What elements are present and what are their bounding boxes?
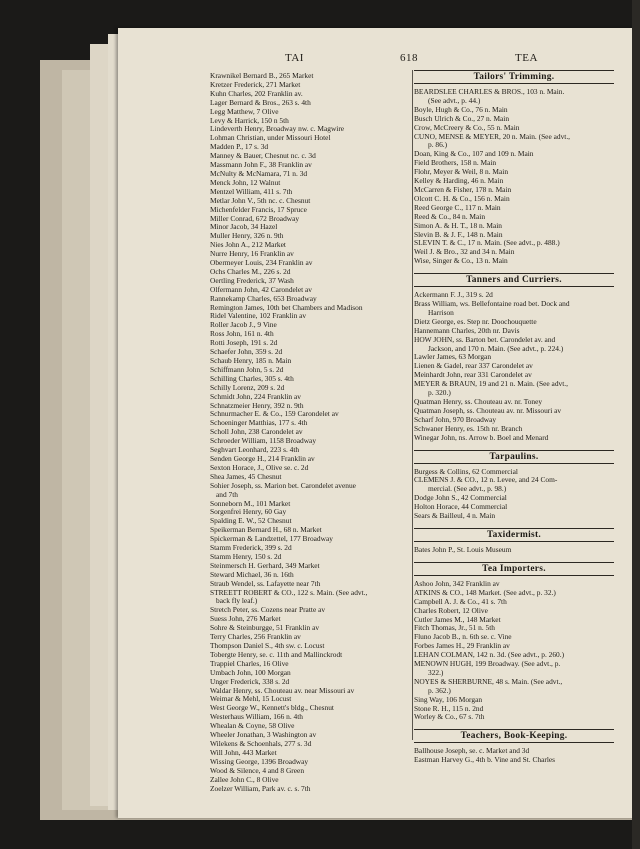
listing-entry: Schmidt John, 224 Franklin av <box>210 392 301 401</box>
listing-entry: Krawnikel Bernard B., 265 Market <box>210 72 314 80</box>
listing-entry: Stamm Henry, 150 s. 2d <box>210 552 282 561</box>
section-heading: Tea Importers. <box>414 562 614 576</box>
listing-entry: Eastman Harvey G., 4th b. Vine and St. Charles <box>414 756 556 765</box>
listing-entry: Whealan & Coyne, 58 Olive <box>210 722 295 731</box>
listing-entry: Wissing George, 1396 Broadway <box>210 757 309 766</box>
section-gap <box>414 555 614 559</box>
listing-entry: HOW JOHN, ss. Barton bet. Carondelet av. and <box>414 335 556 344</box>
listing-entry: Weil J. & Bro., 32 and 34 n. Main <box>414 248 515 257</box>
listing-entry: Simon A. & H. T., 18 n. Main <box>414 221 503 230</box>
listing-entry: Schroeder William, 1158 Broadway <box>210 437 317 446</box>
right-column <box>414 68 614 769</box>
listing-entry: Sing Way, 106 Morgan <box>414 695 483 704</box>
listing-entry: Harrison <box>428 308 454 317</box>
listing-entry: Holton Horace, 44 Commercial <box>414 503 508 512</box>
listing-entry: Jackson, and 170 n. Main. (See advt., p. 224.) <box>428 344 564 353</box>
listing-entry: p. 320.) <box>428 389 451 398</box>
listing-entry: Suess John, 276 Market <box>210 615 281 624</box>
listing-entry: Sohre & Steinburgge, 51 Franklin av <box>210 624 320 633</box>
listing-entry: Oertling Frederick, 37 Wash <box>210 276 294 285</box>
listing-entry: Sonneborn M., 101 Market <box>210 499 291 508</box>
listing-entry: back fly leaf.) <box>216 597 258 606</box>
listing-entry: Michenfelder Francis, 17 Spruce <box>210 205 307 214</box>
listing-entry: Lindeverth Henry, Broadway nw. c. Magwire <box>210 125 345 134</box>
section-gap <box>414 266 614 270</box>
listing-entry: Miller Conrad, 672 Broadway <box>210 214 300 223</box>
listing-entry: Minor Jacob, 34 Hazel <box>210 223 278 232</box>
listing-entry: Ackermann F. J., 319 s. 2d <box>414 291 493 300</box>
listing-entry: Senden George H., 214 Franklin av <box>210 454 315 463</box>
listing-entry: Seghvart Leonhard, 223 s. 4th <box>210 446 300 455</box>
listing-entry: Schwaner Henry, es. 15th nr. Branch <box>414 424 523 433</box>
listing-entry: Spickerman & Landzettel, 177 Broadway <box>210 535 333 544</box>
listing-entry: Tobergte Henry, se. c. 11th and Mallinckrodt <box>210 650 343 659</box>
listing-entry: Crow, McCreery & Co., 55 n. Main <box>414 123 520 132</box>
page-number: 618 <box>400 52 418 64</box>
listing-entry: CUNO, MENSE & MEYER, 20 n. Main. (See advt., <box>414 132 571 141</box>
listing-entry: Sears & Bailleul, 4 n. Main <box>414 512 496 521</box>
listing-entry: Slevin B. & J. F., 148 n. Main <box>414 230 503 239</box>
listing-entry: Lienen & Gadel, rear 337 Carondelet av <box>414 362 533 371</box>
listing-entry: Roller Jacob J., 9 Vine <box>210 321 277 330</box>
listing-entry: Scholl John, 238 Carondelet av <box>210 428 303 437</box>
listing-entry: Burgess & Collins, 62 Commercial <box>414 467 518 476</box>
listing-entry: Busch Ulrich & Co., 27 n. Main <box>414 114 510 123</box>
listing-entry: Weimar & Mehl, 15 Locust <box>210 695 292 704</box>
listing-entry: Ross John, 161 n. 4th <box>210 330 274 339</box>
listing-entry: Massmann John F., 38 Franklin av <box>210 161 312 170</box>
listing-entry: Fluno Jacob B., n. 6th se. c. Vine <box>414 633 512 642</box>
listing-entry: Bates John P., St. Louis Museum <box>414 545 512 554</box>
listing-entry: Trappiel Charles, 16 Olive <box>210 659 289 668</box>
listing-entry: Madden P., 17 s. 3d <box>210 143 269 152</box>
section-heading: Taxidermist. <box>414 528 614 542</box>
listing-entry: Muller Henry, 326 n. 9th <box>210 232 284 241</box>
left-column <box>210 72 410 793</box>
listing-entry: Lohman Christian, under Missouri Hotel <box>210 134 331 143</box>
listing-entry: Schaub Henry, 185 n. Main <box>210 357 292 365</box>
listing-entry: Flohr, Meyer & Weil, 8 n. Main <box>414 168 509 177</box>
section-gap <box>414 722 614 726</box>
listing-entry: Kelley & Harding, 46 n. Main <box>414 177 504 186</box>
listing-entry: Waldar Henry, ss. Chouteau av. near Missouri av <box>210 686 355 695</box>
listing-entry: Zallee John C., 8 Olive <box>210 775 279 784</box>
listing-entry: Cutler James M., 148 Market <box>414 615 501 624</box>
listing-entry: Will John, 443 Market <box>210 748 277 757</box>
listing-entry: Spalding E. W., 52 Chesnut <box>210 517 292 526</box>
listing-entry: Dietz George, es. Step nr. Doochouquette <box>414 317 537 326</box>
listing-entry: Worley & Co., 67 s. 7th <box>414 713 485 722</box>
listing-entry: Reed & Co., 84 n. Main <box>414 212 486 221</box>
listing-entry: Legg Matthew, 7 Olive <box>210 107 279 116</box>
listing-entry: Wise, Singer & Co., 13 n. Main <box>414 257 508 266</box>
listing-entry: LEHAN COLMAN, 142 n. 3d. (See advt., p. 260.) <box>414 651 565 660</box>
listing-entry: Steinmersch H. Gerhard, 349 Market <box>210 561 320 570</box>
listing-entry: Sohier Joseph, ss. Marion bet. Carondelet avenue <box>210 481 356 490</box>
listing-entry: Reed George C., 117 n. Main <box>414 203 501 212</box>
listing-entry: BEARDSLEE CHARLES & BROS., 103 n. Main. <box>414 88 565 96</box>
listing-entry: mercial. (See advt., p. 98.) <box>428 485 507 494</box>
listing-entry: Brass William, ws. Bellefontaine road bet. Dock and <box>414 300 570 309</box>
listing-entry: Kretzer Frederick, 271 Market <box>210 80 301 89</box>
listing-entry: Quatman Joseph, ss. Chouteau av. nr. Missouri av <box>414 406 562 415</box>
listing-entry: Quatman Henry, ss. Chouteau av. nr. Toney <box>414 398 543 406</box>
listing-entry: Straub Wendel, ss. Lafayette near 7th <box>210 579 321 588</box>
listing-entry: 322.) <box>428 668 444 677</box>
section-heading: Tailors' Trimming. <box>414 70 614 84</box>
listing-entry: Mentzel William, 411 s. 7th <box>210 187 293 196</box>
listing-entry: Schnatzmeier Henry, 392 n. 9th <box>210 401 304 410</box>
listing-entry: Ridel Valentine, 102 Franklin av <box>210 312 307 321</box>
listing-entry: Unger Frederick, 338 s. 2d <box>210 677 290 686</box>
section-gap <box>414 443 614 447</box>
listing-entry: Schaefer John, 359 s. 2d <box>210 348 283 357</box>
listing-entry: Meinhardt John, rear 331 Carondelet av <box>414 371 532 380</box>
listing-entry: Sexton Horace, J., Olive se. c. 2d <box>210 463 309 472</box>
listing-entry: Rannekamp Charles, 653 Broadway <box>210 294 317 303</box>
section-heading: Tarpaulins. <box>414 450 614 464</box>
listing-entry: Zoelzer William, Park av. c. s. 7th <box>210 784 311 793</box>
listing-entry: Levy & Harrick, 150 n 5th <box>210 116 289 125</box>
listing-entry: Steward Michael, 36 n. 16th <box>210 570 294 579</box>
listing-entry: Westerhaus William, 166 n. 4th <box>210 713 303 722</box>
listing-entry: Nurre Henry, 16 Franklin av <box>210 250 294 259</box>
section-heading: Teachers, Book-Keeping. <box>414 729 614 743</box>
listing-entry: Nies John A., 212 Market <box>210 241 286 250</box>
section-heading: Tanners and Curriers. <box>414 273 614 287</box>
section-gap <box>414 765 614 769</box>
listing-entry: Ashoo John, 342 Franklin av <box>414 579 500 588</box>
listing-entry: Metlar John V., 5th nc. c. Chesnut <box>210 196 311 205</box>
listing-entry: Wood & Silence, 4 and 8 Green <box>210 766 305 775</box>
listing-entry: and 7th <box>216 490 238 499</box>
listing-entry: Forbes James H., 29 Franklin av <box>414 642 510 651</box>
running-head-left: TAI <box>285 52 304 64</box>
listing-entry: Terry Charles, 256 Franklin av <box>210 633 301 642</box>
listing-entry: Schilly Lorenz, 209 s. 2d <box>210 383 285 392</box>
listing-entry: Shea James, 45 Chesnut <box>210 472 282 481</box>
listing-entry: Boyle, Hugh & Co., 76 n. Main <box>414 105 508 114</box>
listing-entry: Dodge John S., 42 Commercial <box>414 494 507 503</box>
listing-entry: Campbell A. J. & Co., 41 s. 7th <box>414 597 507 606</box>
listing-entry: Wilekens & Schoenhals, 277 s. 3d <box>210 739 312 748</box>
listing-entry: Schilling Charles, 305 s. 4th <box>210 374 294 383</box>
listing-entry: Olfermann John, 42 Carondelet av <box>210 285 313 294</box>
listing-entry: ATKINS & CO., 148 Market. (See advt., p. 32.) <box>414 588 556 597</box>
listing-entry: McNulty & McNamara, 71 n. 3d <box>210 169 308 178</box>
listing-entry: NOYES & SHERBURNE, 48 s. Main. (See advt., <box>414 677 563 686</box>
listing-entry: Menck John, 12 Walnut <box>210 178 281 187</box>
listing-entry: Doan, King & Co., 107 and 109 n. Main <box>414 150 534 159</box>
listing-entry: Ochs Charles M., 226 s. 2d <box>210 267 291 276</box>
listing-entry: Ballhouse Joseph, se. c. Market and 3d <box>414 747 530 756</box>
listing-entry: Charles Robert, 12 Olive <box>414 606 488 615</box>
listing-entry: Hannemann Charles, 20th nr. Davis <box>414 326 520 335</box>
listing-entry: STREETT ROBERT & CO., 122 s. Main. (See advt., <box>210 588 368 597</box>
listing-entry: Fitch Thomas, Jr., 51 n. 5th <box>414 624 495 633</box>
listing-entry: Schiffmann John, 5 s. 2d <box>210 365 284 374</box>
listing-entry: (See advt., p. 44.) <box>428 96 481 105</box>
listing-entry: Scharf John, 970 Broadway <box>414 415 497 424</box>
running-head-right: TEA <box>515 52 538 64</box>
listing-entry: Wheeler Jonathan, 3 Washington av <box>210 731 317 740</box>
binding-edge <box>632 0 640 849</box>
listing-entry: MENOWN HUGH, 199 Broadway. (See advt., p. <box>414 660 561 669</box>
listing-entry: Schnurmacher E. & Co., 159 Carondelet av <box>210 410 339 419</box>
section-gap <box>414 521 614 525</box>
listing-entry: Speikerman Bernard H., 68 n. Market <box>210 526 322 535</box>
listing-entry: p. 362.) <box>428 686 451 695</box>
listing-entry: Umbach John, 100 Morgan <box>210 668 291 677</box>
listing-entry: Kuhn Charles, 202 Franklin av. <box>210 89 303 98</box>
listing-entry: Rotti Joseph, 191 s. 2d <box>210 339 278 348</box>
listing-entry: Thompson Daniel S., 4th sw. c. Locust <box>210 642 325 650</box>
listing-entry: SLEVIN T. & C., 17 n. Main. (See advt., p. 488.) <box>414 239 560 248</box>
column-divider <box>412 70 413 740</box>
listing-entry: Sorgenfrei Henry, 60 Gay <box>210 508 287 517</box>
listing-entry: Obermeyer Louis, 234 Franklin av <box>210 259 313 268</box>
listing-entry: Schoeninger Matthias, 177 s. 4th <box>210 419 308 428</box>
listing-entry: Stamm Frederick, 399 s. 2d <box>210 544 292 553</box>
listing-entry: West George W., Kennett's bldg., Chesnut <box>210 704 334 713</box>
listing-entry: Manney & Bauer, Chesnut nc. c. 3d <box>210 152 316 161</box>
listing-entry: Olcott C. H. & Co., 156 n. Main <box>414 194 510 203</box>
listing-entry: McCarren & Fisher, 178 n. Main <box>414 185 512 194</box>
listing-entry: Field Brothers, 158 n. Main <box>414 159 497 168</box>
listing-entry: Remington James, 10th bet Chambers and Madison <box>210 303 363 312</box>
listing-entry: Lager Bernard & Bros., 263 s. 4th <box>210 98 311 107</box>
listing-entry: Winegar John, ns. Arrow b. Boel and Menard <box>414 433 549 442</box>
listing-entry: Lawler James, 63 Morgan <box>414 353 492 362</box>
listing-entry: p. 86.) <box>428 141 448 150</box>
listing-entry: CLEMENS J. & CO., 12 n. Levee, and 24 Com- <box>414 476 558 485</box>
listing-entry: Stretch Peter, ss. Cozens near Pratte av <box>210 606 326 615</box>
listing-entry: MEYER & BRAUN, 19 and 21 n. Main. (See advt., <box>414 380 568 389</box>
listing-entry: Stone R. H., 115 n. 2nd <box>414 704 484 713</box>
